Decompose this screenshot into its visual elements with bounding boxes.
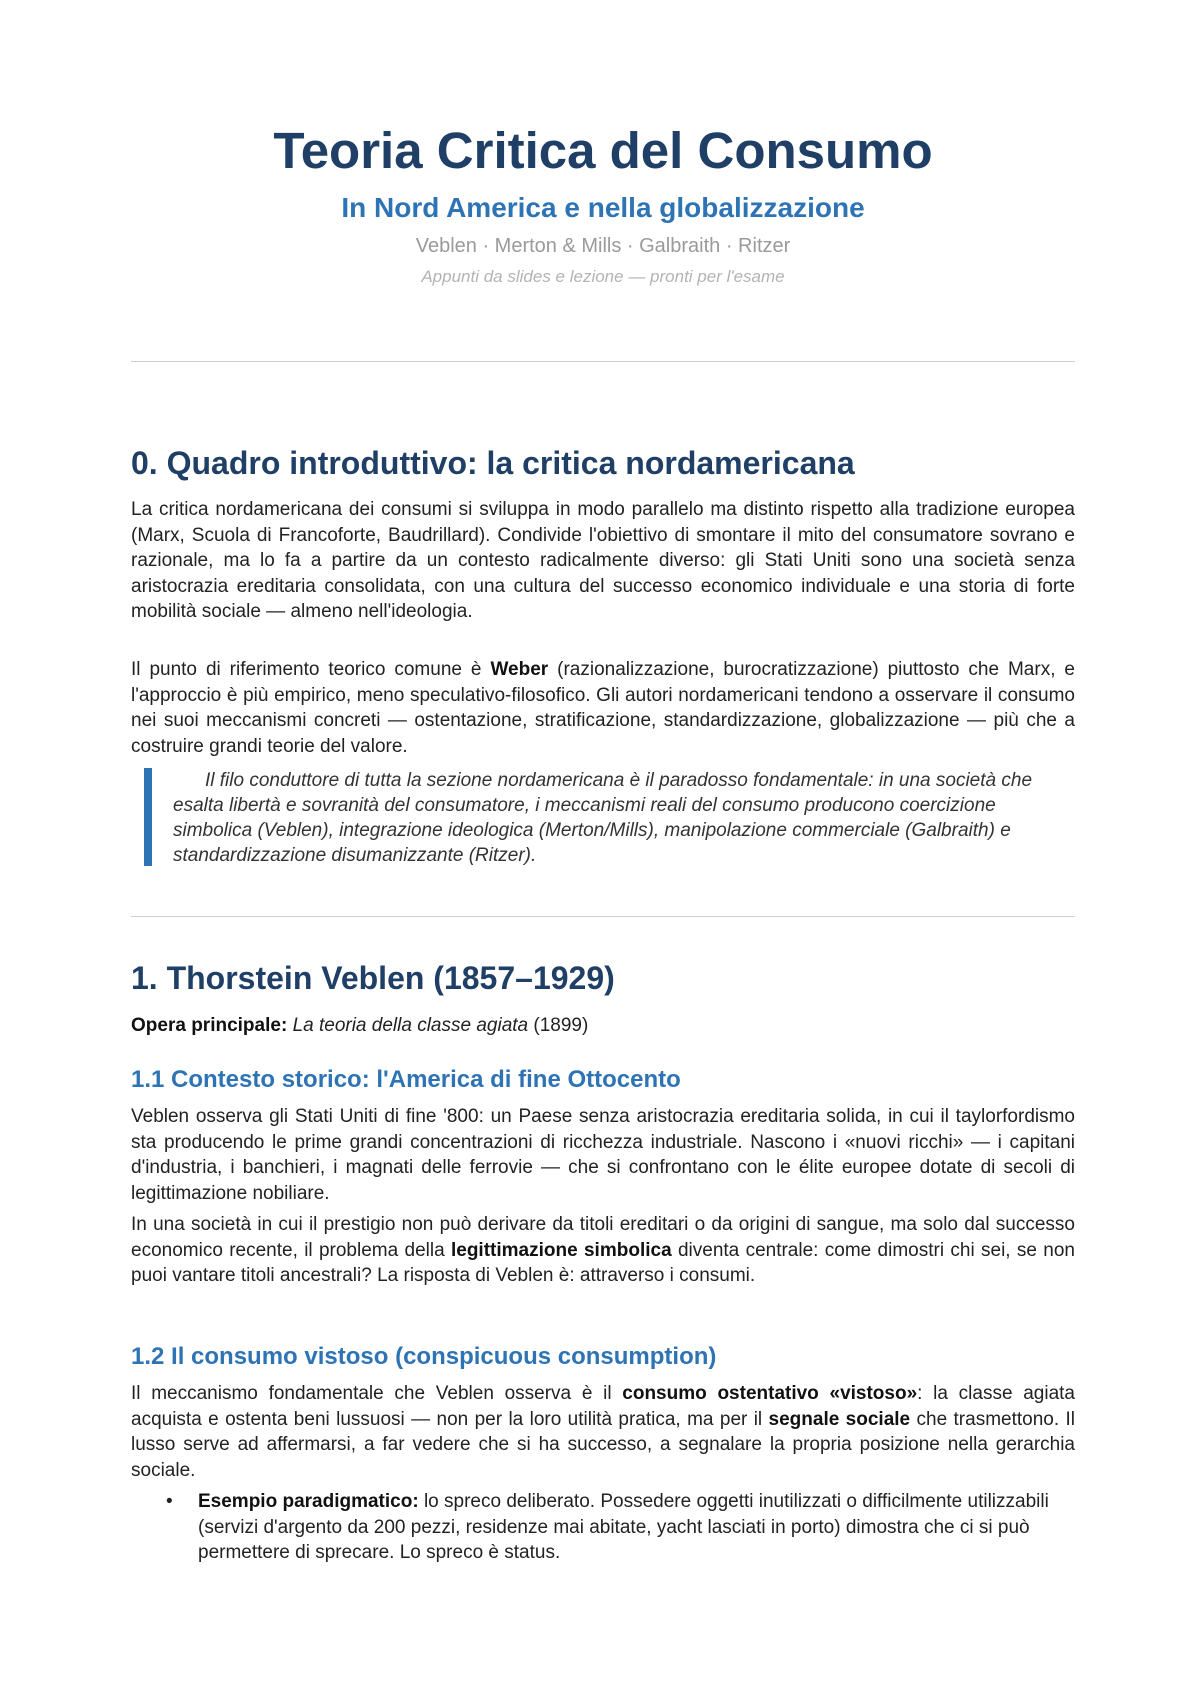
divider xyxy=(131,361,1075,362)
main-work-label: Opera principale: xyxy=(131,1015,288,1036)
bold-term: Esempio paradigmatico: xyxy=(198,1491,419,1512)
document-title: Teoria Critica del Consumo xyxy=(273,122,933,179)
main-work-line xyxy=(131,1013,1075,1039)
bold-term: legittimazione simbolica xyxy=(450,1239,672,1261)
divider xyxy=(131,916,1075,917)
subsection-1-2-heading: 1.2 Il consumo vistoso (conspicuous consumption) xyxy=(131,1343,717,1370)
text-run: Il punto di riferimento teorico comune è xyxy=(131,659,491,680)
text-run: lo spreco deliberato. Possedere oggetti inutilizzati o difficilmente utilizzabili (servizi d'argento da 200 pezzi, residenze mai abitate, yacht lasciati in porto) dimostra che ci si può permettere di sprecare. Lo spreco è status. xyxy=(198,1491,1049,1563)
subsection-1-1-paragraph-1: Veblen osserva gli Stati Uniti di fine '800: un Paese senza aristocrazia ereditaria solida, in cui il taylorfordismo sta producendo le prime grandi concentrazioni di ricchezza industriale. Nascono i «nuovi ricchi» — i capitani d'industria, i banchieri, i magnati delle ferrovie — che si confrontano con le élite europee dotate di secoli di legittimazione nobiliare. xyxy=(131,1106,1075,1204)
quote-bar xyxy=(144,768,152,866)
text-run: (razionalizzazione, burocratizzazione) piuttosto che Marx, e l'approccio è più empirico, meno speculativo-filosofico. Gli autori nordamericani tendono a osservare il consumo nei suoi meccanismi concreti — ostentazione, stratificazione, standardizzazione, globalizzazione — più che a costruire grandi teorie del valore. xyxy=(131,659,1075,757)
quote-text: Il filo conduttore di tutta la sezione nordamericana è il paradosso fondamentale: in una società che esalta libertà e sovranità del consumatore, i meccanismi reali del consumo producono coercizione simbolica (Veblen), integrazione ideologica (Merton/Mills), manipolazione commerciale (Galbraith) e standardizzazione disumanizzante (Ritzer). xyxy=(173,770,1033,866)
text-run: che trasmettono. Il lusso serve ad affermarsi, a far vedere che si ha successo, a segnalare la propria posizione nella gerarchia sociale. xyxy=(131,1408,1076,1481)
main-work-year: (1899) xyxy=(528,1015,589,1036)
text-run: Il meccanismo fondamentale che Veblen osserva è il xyxy=(131,1383,623,1404)
section-1-heading: 1. Thorstein Veblen (1857–1929) xyxy=(131,960,615,996)
bold-term: Weber xyxy=(490,659,549,680)
bold-term: consumo ostentativo «vistoso» xyxy=(622,1383,918,1404)
subsection-1-1-paragraph-2 xyxy=(131,1212,1075,1289)
section-0-heading: 0. Quadro introduttivo: la critica nordamericana xyxy=(131,445,855,481)
subsection-1-1-heading: 1.1 Contesto storico: l'America di fine Ottocento xyxy=(131,1066,681,1093)
list-item-text xyxy=(198,1489,1058,1566)
document-subtitle: In Nord America e nella globalizzazione xyxy=(341,192,865,223)
text-run: In una società in cui il prestigio non può derivare da titoli ereditari o da origini di sangue, ma solo dal successo economico recente, il problema della xyxy=(131,1214,1075,1261)
bullet-icon: • xyxy=(166,1491,173,1512)
section-0-paragraph-2 xyxy=(131,657,1075,759)
blockquote xyxy=(144,768,1044,866)
text-run: diventa centrale: come dimostri chi sei, se non puoi vantare titoli ancestrali? La risposta di Veblen è: attraverso i consumi. xyxy=(131,1239,1075,1286)
main-work-title: La teoria della classe agiata xyxy=(292,1015,529,1036)
notes-caption: Appunti da slides e lezione — pronti per l'esame xyxy=(421,267,785,286)
authors-line: Veblen · Merton & Mills · Galbraith · Ritzer xyxy=(415,235,791,257)
text-run: : la classe agiata acquista e ostenta beni lussuosi — non per la loro utilità pratica, ma per il xyxy=(131,1383,1075,1430)
subsection-1-2-paragraph-1 xyxy=(131,1381,1075,1483)
bold-term: segnale sociale xyxy=(768,1408,911,1430)
section-0-paragraph-1: La critica nordamericana dei consumi si sviluppa in modo parallelo ma distinto rispetto alla tradizione europea (Marx, Scuola di Francoforte, Baudrillard). Condivide l'obiettivo di smontare il mito del consumatore sovrano e razionale, ma lo fa a partire da un contesto radicalmente diverso: gli Stati Uniti sono una società senza aristocrazia ereditaria consolidata, con una cultura del successo economico individuale e una storia di forte mobilità sociale — almeno nell'ideologia. xyxy=(131,499,1075,622)
